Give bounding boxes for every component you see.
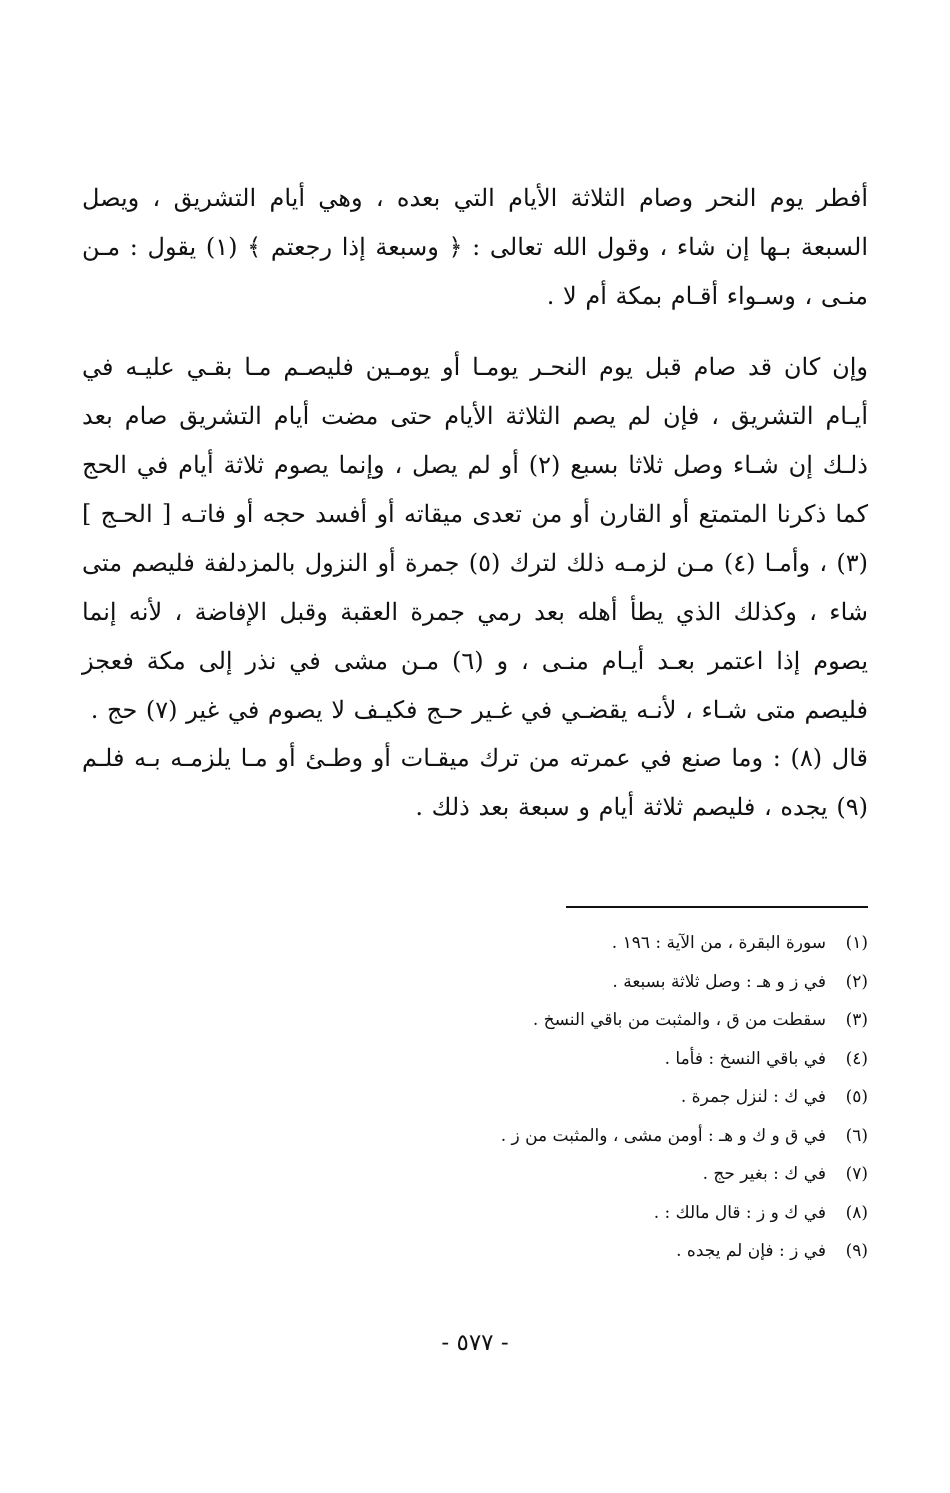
footnote-text: في ك : بغير حج .: [702, 1164, 826, 1184]
footnote-separator: [566, 906, 868, 908]
footnote-item: [82, 924, 868, 963]
footnote-number: (١): [845, 933, 868, 953]
footnote-item: [82, 1155, 868, 1194]
body-paragraph-2: وإن كان قد صام قبل يوم النحـر يومـا أو يومـين فليصـم مـا بقـي عليـه في أيـام التشريق ، فإن لم يصم الثلاثة الأيام حتى مضت أيام التشريق صام بعد ذلـك إن شـاء وصل ثلاثا بسبع (٢) أو لم يصل ، وإنما يصوم ثلاثة أيام في الحج كما ذكرنا المتمتع أو القارن أو من تعدى ميقاته أو أفسد حجه أو فاتـه [ الحـج ] (٣) ، وأمـا (٤) مـن لزمـه ذلك لترك (٥) جمرة أو النزول بالمزدلفة فليصم متى شاء ، وكذلك الذي يطأ أهله بعد رمي جمرة العقبة وقبل الإفاضة ، لأنه إنما يصوم إذا اعتمر بعـد أيـام منـى ، و (٦) مـن مشى في نذر إلى مكة فعجز فليصم متى شـاء ، لأنـه يقضـي في غـير حـج فكيـف لا يصوم في غير (٧) حج .: [82, 353, 869, 724]
footnote-text: سقطت من ق ، والمثبت من باقي النسخ .: [532, 1010, 826, 1030]
footnote-number: (٦): [845, 1125, 868, 1146]
footnote-text: في ز و هـ : وصل ثلاثة بسبعة .: [612, 971, 826, 992]
footnote-text: في ز : فإن لم يجده .: [676, 1241, 826, 1261]
footnote-number: (٩): [845, 1241, 868, 1261]
footnote-text: في ك : لنزل جمرة .: [680, 1087, 826, 1107]
footnote-item: [82, 1040, 868, 1079]
footnote-item: [82, 1117, 868, 1156]
footnote-item: [82, 963, 868, 1002]
footnote-number: (٣): [845, 1010, 868, 1030]
footnote-text: في ك و ز : قال مالك : .: [653, 1202, 826, 1223]
body-paragraph-1: أفطر يوم النحر وصام الثلاثة الأيام التي بعده ، وهي أيام التشريق ، ويصل السبعة بـها إن شاء ، وقول الله تعالى : ﴿ وسبعة إذا رجعتم ﴾ (١) يقول : مـن منـى ، وسـواء أقـام بمكة أم لا .: [82, 184, 868, 310]
body-paragraph-3: قال (٨) : وما صنع في عمرته من ترك ميقـات أو وطـئ أو مـا يلزمـه بـه فلـم (٩) يجده ، فليصم ثلاثة أيام و سبعة بعد ذلك .: [82, 744, 869, 821]
footnote-item: [82, 1078, 868, 1117]
page-number: - ٥٧٧ -: [441, 1330, 509, 1356]
footnote-item: [82, 1001, 868, 1040]
footnote-text: في باقي النسخ : فأما .: [664, 1048, 826, 1069]
footnote-text: في ق و ك و هـ : أومن مشى ، والمثبت من ز .: [500, 1125, 826, 1146]
footnote-item: [82, 1232, 868, 1271]
footnote-text: سورة البقرة ، من الآية : ١٩٦ .: [611, 933, 826, 953]
footnote-number: (٤): [845, 1048, 868, 1069]
footnote-number: (٧): [845, 1164, 868, 1184]
footnote-number: (٨): [845, 1202, 868, 1223]
footnote-item: [82, 1194, 868, 1233]
footnote-number: (٢): [845, 971, 868, 992]
footnote-number: (٥): [845, 1087, 868, 1107]
footnotes-list: [82, 924, 868, 1271]
